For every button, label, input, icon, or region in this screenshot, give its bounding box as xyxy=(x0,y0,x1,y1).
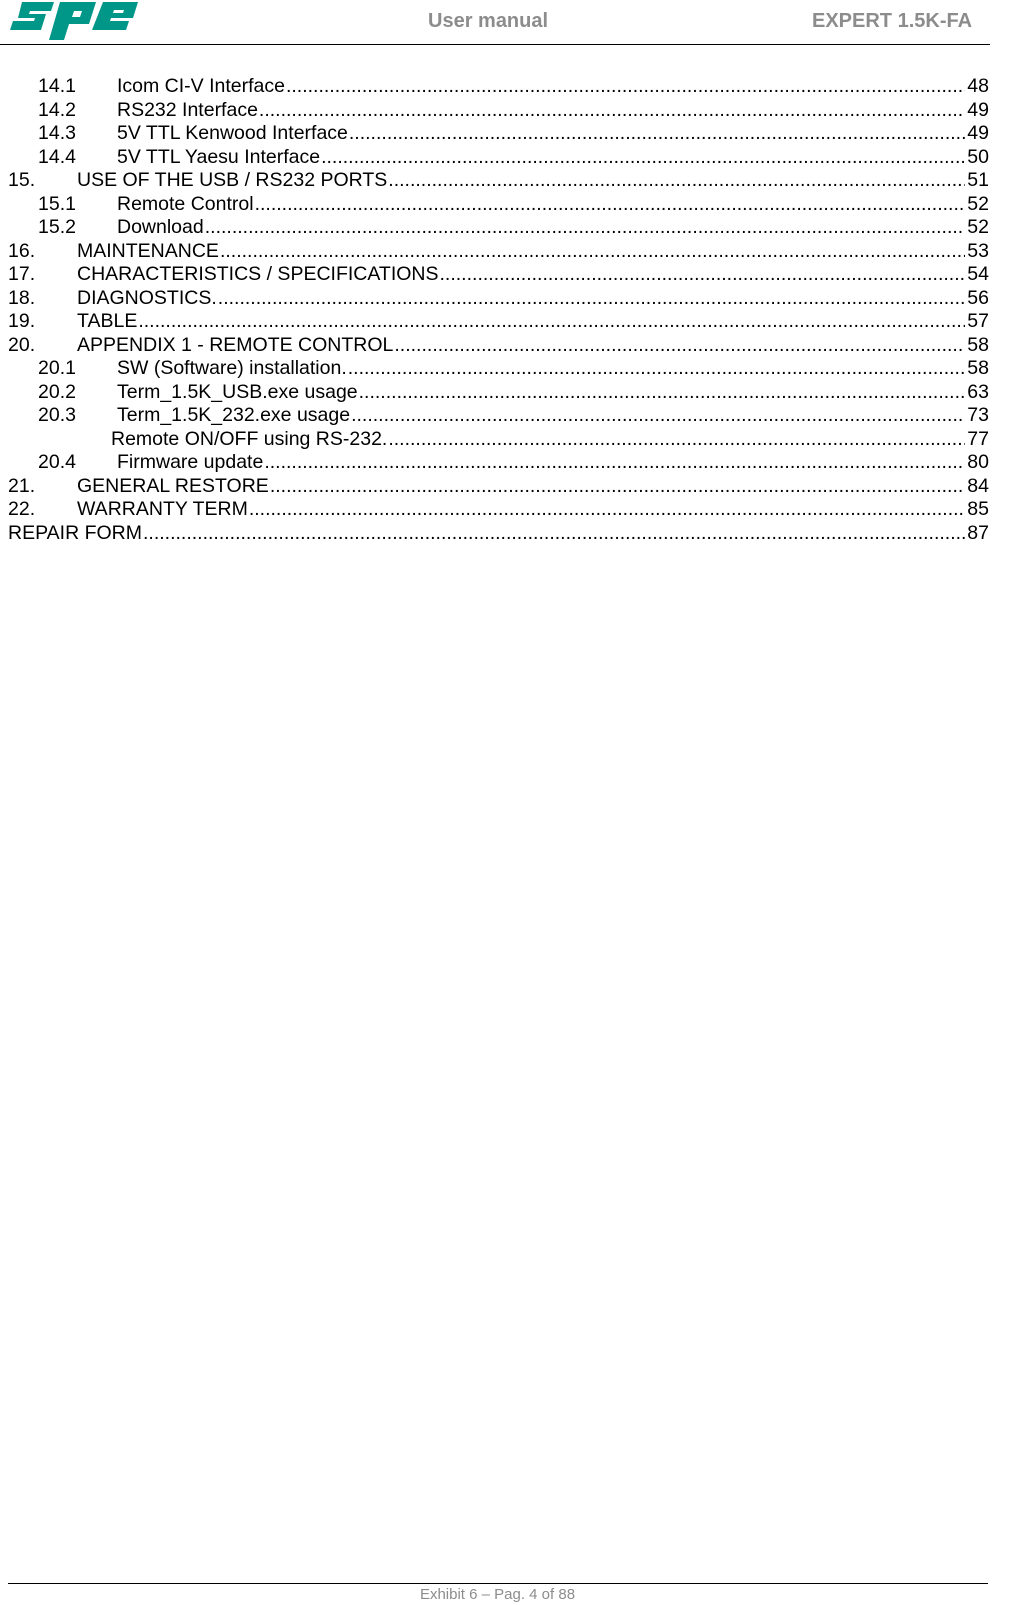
toc-entry[interactable] xyxy=(38,450,989,474)
toc-entry-number: 21. xyxy=(8,475,36,497)
toc-entry-title: GENERAL RESTORE xyxy=(77,475,269,497)
toc-entry-title: CHARACTERISTICS / SPECIFICATIONS xyxy=(77,263,439,285)
toc-entry-number: 15.1 xyxy=(38,193,76,215)
toc-entry-title: Term_1.5K_USB.exe usage xyxy=(117,381,358,403)
toc-dot-leader xyxy=(220,239,965,263)
toc-dot-leader xyxy=(359,380,966,404)
toc-entry-title: DIAGNOSTICS. xyxy=(77,287,217,309)
toc-dot-leader xyxy=(270,474,965,498)
toc-entry-page: 53 xyxy=(967,240,989,262)
toc-entry-page: 85 xyxy=(967,498,989,520)
toc-entry-number: 20. xyxy=(8,334,36,356)
page-header xyxy=(0,0,990,45)
toc-entry-number: 14.4 xyxy=(38,146,76,168)
toc-entry[interactable] xyxy=(38,98,989,122)
toc-entry-number: 14.1 xyxy=(38,75,76,97)
toc-entry-number: 20.2 xyxy=(38,381,76,403)
toc-entry-title: Firmware update xyxy=(117,451,264,473)
toc-entry-number: 19. xyxy=(8,310,36,332)
toc-entry[interactable] xyxy=(38,380,989,404)
toc-entry[interactable] xyxy=(8,239,989,263)
toc-entry-title: Remote ON/OFF using RS-232. xyxy=(111,428,388,450)
toc-entry-title: MAINTENANCE xyxy=(77,240,219,262)
toc-entry-page: 63 xyxy=(967,381,989,403)
toc-entry-page: 49 xyxy=(967,99,989,121)
toc-entry-title: Download xyxy=(117,216,204,238)
toc-entry-page: 73 xyxy=(967,404,989,426)
toc-entry-page: 49 xyxy=(967,122,989,144)
toc-entry-number: 20.3 xyxy=(38,404,76,426)
page-footer: Exhibit 6 – Pag. 4 of 88 xyxy=(419,1586,576,1603)
toc-entry-title: TABLE xyxy=(77,310,138,332)
toc-entry-page: 87 xyxy=(967,522,989,544)
spe-logo xyxy=(8,0,140,42)
toc-entry[interactable] xyxy=(8,309,989,333)
toc-entry[interactable] xyxy=(8,497,989,521)
toc-entry-title: SW (Software) installation. xyxy=(117,357,347,379)
toc-entry[interactable] xyxy=(8,262,989,286)
toc-entry-number: 14.3 xyxy=(38,122,76,144)
toc-entry-title: USE OF THE USB / RS232 PORTS xyxy=(77,169,388,191)
toc-entry-page: 80 xyxy=(967,451,989,473)
toc-entry[interactable] xyxy=(38,74,989,98)
toc-entry[interactable] xyxy=(38,121,989,145)
toc-entry-page: 48 xyxy=(967,75,989,97)
toc-dot-leader xyxy=(143,521,965,545)
toc-entry-page: 54 xyxy=(967,263,989,285)
toc-entry[interactable] xyxy=(8,168,989,192)
toc-dot-leader xyxy=(205,215,966,239)
toc-dot-leader xyxy=(388,427,965,451)
toc-entry[interactable] xyxy=(38,192,989,216)
toc-dot-leader xyxy=(349,121,965,145)
toc-dot-leader xyxy=(351,403,965,427)
toc-entry-title: REPAIR FORM xyxy=(8,522,142,544)
header-product: EXPERT 1.5K-FA xyxy=(812,10,973,32)
toc-entry-page: 52 xyxy=(967,216,989,238)
toc-entry[interactable] xyxy=(38,403,989,427)
header-title: User manual xyxy=(428,10,549,32)
toc-entry-page: 58 xyxy=(967,334,989,356)
toc-entry-page: 77 xyxy=(967,428,989,450)
toc-entry-title: Remote Control xyxy=(117,193,254,215)
toc-dot-leader xyxy=(348,356,966,380)
toc-entry-title: 5V TTL Kenwood Interface xyxy=(117,122,348,144)
toc-dot-leader xyxy=(394,333,965,357)
toc-dot-leader xyxy=(138,309,965,333)
toc-entry-page: 52 xyxy=(967,193,989,215)
toc-entry[interactable] xyxy=(38,356,989,380)
toc-entry-number: 18. xyxy=(8,287,36,309)
toc-dot-leader xyxy=(286,74,965,98)
toc-entry[interactable] xyxy=(8,474,989,498)
toc-entry-page: 51 xyxy=(967,169,989,191)
toc-dot-leader xyxy=(321,145,965,169)
toc-entry-title: 5V TTL Yaesu Interface xyxy=(117,146,321,168)
toc-entry-page: 50 xyxy=(967,146,989,168)
toc-dot-leader xyxy=(388,168,965,192)
toc-entry[interactable] xyxy=(8,521,989,545)
toc-dot-leader xyxy=(218,286,966,310)
toc-entry-title: APPENDIX 1 - REMOTE CONTROL xyxy=(77,334,394,356)
toc-dot-leader xyxy=(255,192,966,216)
toc-entry[interactable] xyxy=(8,286,989,310)
toc-dot-leader xyxy=(249,497,965,521)
toc-entry-number: 15.2 xyxy=(38,216,76,238)
toc-entry-page: 56 xyxy=(967,287,989,309)
toc-entry[interactable] xyxy=(38,145,989,169)
toc-entry-page: 84 xyxy=(967,475,989,497)
toc-entry-title: RS232 Interface xyxy=(117,99,258,121)
footer-divider xyxy=(8,1583,988,1584)
toc-entry-number: 14.2 xyxy=(38,99,76,121)
toc-entry-title: Icom CI-V Interface xyxy=(117,75,285,97)
toc-entry[interactable] xyxy=(38,215,989,239)
toc-entry-number: 17. xyxy=(8,263,36,285)
toc-dot-leader xyxy=(259,98,965,122)
toc-dot-leader xyxy=(264,450,965,474)
toc-entry-number: 20.4 xyxy=(38,451,76,473)
toc-entry-number: 22. xyxy=(8,498,36,520)
toc-entry-title: WARRANTY TERM xyxy=(77,498,248,520)
toc-entry-number: 20.1 xyxy=(38,357,76,379)
toc-entry[interactable] xyxy=(111,427,989,451)
toc-entry-page: 57 xyxy=(967,310,989,332)
toc-entry-title: Term_1.5K_232.exe usage xyxy=(117,404,351,426)
toc-entry-page: 58 xyxy=(967,357,989,379)
toc-entry-number: 15. xyxy=(8,169,36,191)
toc-dot-leader xyxy=(440,262,966,286)
toc-entry[interactable] xyxy=(8,333,989,357)
toc-entry-number: 16. xyxy=(8,240,36,262)
